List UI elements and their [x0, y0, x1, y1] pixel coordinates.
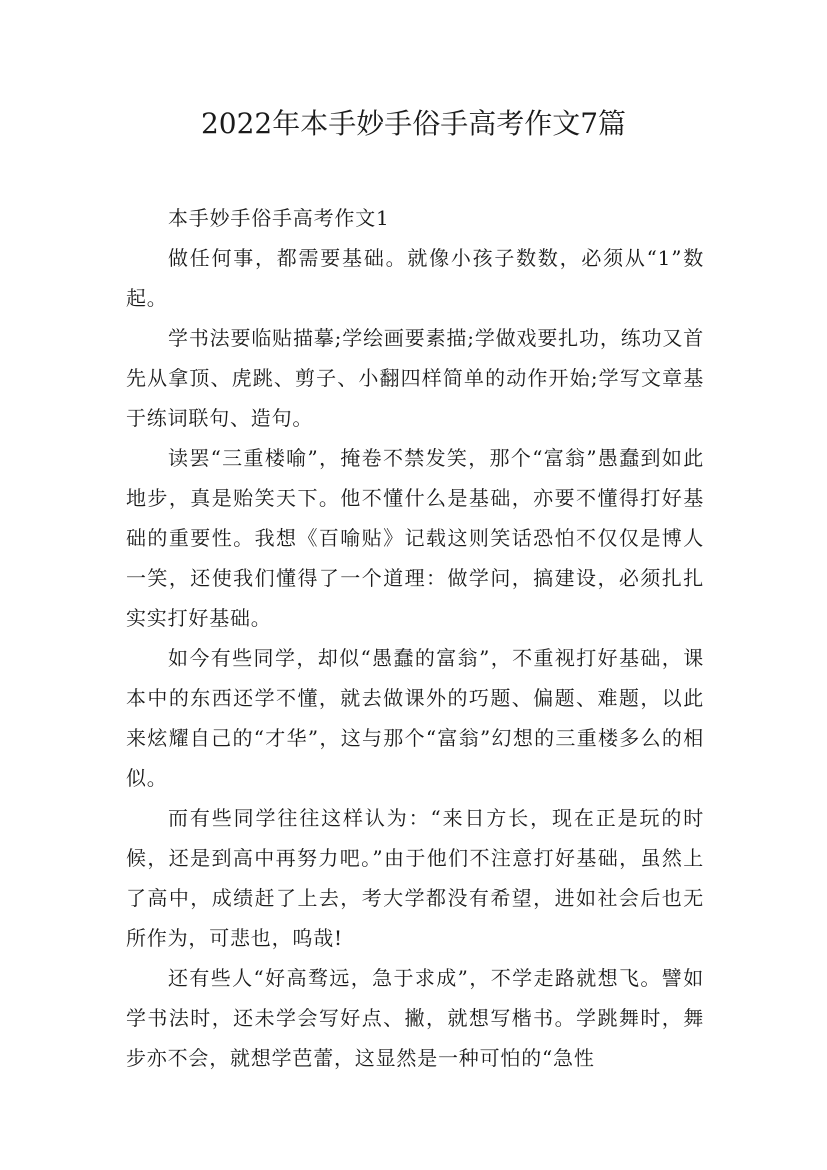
- document-body: [126, 198, 704, 1078]
- paragraph: 还有些人“好高骛远，急于求成”，不学走路就想飞。譬如学书法时，还未学会写好点、撇，就想写楷书。学跳舞时，舞步亦不会，就想学芭蕾，这显然是一种可怕的“急性: [126, 966, 704, 1070]
- document-title: 2022年本手妙手俗手高考作文7篇: [200, 107, 627, 140]
- paragraph: 读罢“三重楼喻”，掩卷不禁发笑，那个“富翁”愚蠢到如此地步，真是贻笑天下。他不懂什么是基础，亦要不懂得打好基础的重要性。我想《百喻贴》记载这则笑话恐怕不仅仅是博人一笑，还使我们懂得了一个道理：做学问，搞建设，必须扎扎实实打好基础。: [126, 446, 704, 630]
- paragraph: 学书法要临贴描摹;学绘画要素描;学做戏要扎功，练功又首先从拿顶、虎跳、剪子、小翻四样简单的动作开始;学写文章基于练词联句、造句。: [126, 326, 704, 430]
- paragraph: 做任何事，都需要基础。就像小孩子数数，必须从“1”数起。: [126, 246, 704, 310]
- essay-heading: 本手妙手俗手高考作文1: [168, 206, 390, 230]
- paragraph: 如今有些同学，却似“愚蠢的富翁”，不重视打好基础，课本中的东西还学不懂，就去做课外的巧题、偏题、难题，以此来炫耀自己的“才华”，这与那个“富翁”幻想的三重楼多么的相似。: [126, 646, 704, 790]
- paragraph: 而有些同学往往这样认为：“来日方长，现在正是玩的时候，还是到高中再努力吧。”由于他们不注意打好基础，虽然上了高中，成绩赶了上去，考大学都没有希望，进如社会后也无所作为，可悲也，呜哉!: [126, 806, 704, 950]
